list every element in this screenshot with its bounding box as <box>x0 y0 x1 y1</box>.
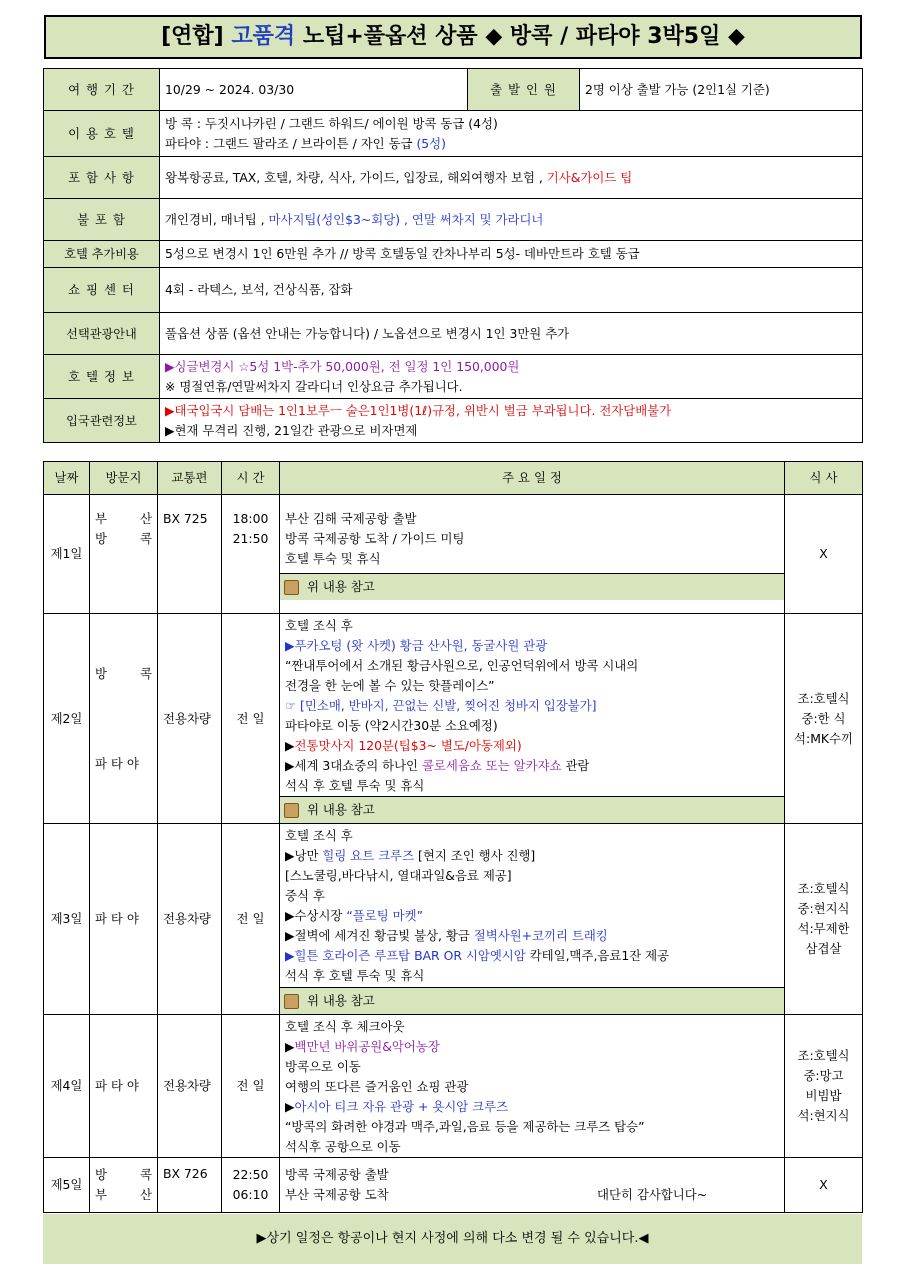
day4-label: 제4일 <box>44 1015 90 1158</box>
day5-transport: BX 726 <box>158 1158 222 1213</box>
day4-place: 파 타 야 <box>90 1015 158 1158</box>
include-tip: 기사&가이드 팁 <box>546 169 633 185</box>
depart-label: 출 발 인 원 <box>468 69 580 111</box>
hotelinfo-label: 호 텔 정 보 <box>44 355 160 399</box>
day1-meal: X <box>785 495 863 614</box>
option-label: 선택관광안내 <box>44 313 160 355</box>
exclude-extra: 마사지팁(성인$3~회당) , 연말 써차지 및 가라디너 <box>268 211 544 227</box>
day2-time: 전 일 <box>222 614 280 824</box>
option-value: 풀옵션 상품 (옵션 안내는 가능합니다) / 노옵션으로 변경시 1인 3만원 추가 <box>160 313 863 355</box>
day2-label: 제2일 <box>44 614 90 824</box>
day2-place: 방 콕 파 타 야 <box>90 614 158 824</box>
day4-transport: 전용차량 <box>158 1015 222 1158</box>
entry-line1: ▶태국입국시 담배는 1인1보루ㅡ 술은1인1병(1ℓ)규정, 위반시 벌금 부과됩니다. 전자담배불가 <box>165 402 672 418</box>
day1-main: 부산 김해 국제공항 출발 방콕 국제공항 도착 / 가이드 미팅 호텔 투숙 및 휴식 위 내용 참고 <box>280 495 785 614</box>
day3-transport: 전용차량 <box>158 824 222 1015</box>
day3-ref: 위 내용 참고 <box>280 987 784 1014</box>
hotelinfo-value <box>160 355 863 399</box>
header-main: 주 요 일 정 <box>280 462 785 495</box>
header-place: 방문지 <box>90 462 158 495</box>
period-label: 여 행 기 간 <box>44 69 160 111</box>
hotel-label: 이 용 호 텔 <box>44 111 160 157</box>
day1-label: 제1일 <box>44 495 90 614</box>
info-table <box>43 68 863 443</box>
entry-line2: ▶현재 무격리 진행, 21일간 관광으로 비자면제 <box>165 422 418 438</box>
period-value: 10/29 ~ 2024. 03/30 <box>160 69 468 111</box>
footer-note: ▶상기 일정은 항공이나 현지 사정에 의해 다소 변경 될 수 있습니다.◀ <box>43 1214 862 1264</box>
day3-row <box>44 824 863 1015</box>
day1-time: 18:00 21:50 <box>222 495 280 614</box>
hotel-value <box>160 111 863 157</box>
entry-value <box>160 399 863 443</box>
day3-meal: 조:호텔식 중:현지식 석:무제한 삼겹살 <box>785 824 863 1015</box>
day5-label: 제5일 <box>44 1158 90 1213</box>
day1-place: 부 산 방 콕 <box>90 495 158 614</box>
day2-main: 호텔 조식 후 ▶푸카오텅 (왓 사켓) 황금 산사원, 동굴사원 관광 “짠내투어에서 소개된 황금사원으로, 인공언덕위에서 방콕 시내의 전경을 한 눈에 볼 수 있는 핫플레이스” ☞ [민소매, 반바지, 끈없는 신발, 찢어진 청바지 입장불가] 파타야로 이동 (약2시간30분 소요예정) ▶전통맛사지 120분(팁$3~ 별도/아동제외) ▶세계 3대쇼중의 하나인 콜로세움쇼 또는 알카쟈쇼 관람 석식 후 호텔 투숙 및 휴식 위 내용 참고 <box>280 614 785 824</box>
day2-meal: 조:호텔식 중:한 식 석:MK수끼 <box>785 614 863 824</box>
book-icon <box>284 803 299 818</box>
day5-row <box>44 1158 863 1213</box>
header-time: 시 간 <box>222 462 280 495</box>
title-prefix: [연합] <box>161 24 224 49</box>
extra-value: 5성으로 변경시 1인 6만원 추가 // 방콕 호텔동일 칸차나부리 5성- 데바만트라 호텔 동급 <box>160 241 863 268</box>
hotel-grade: (5성) <box>416 135 446 151</box>
entry-label: 입국관련정보 <box>44 399 160 443</box>
day5-main: 방콕 국제공항 출발 부산 국제공항 도착 대단히 감사합니다~ <box>280 1158 785 1213</box>
thanks-text: 대단히 감사합니다~ <box>597 1187 708 1202</box>
day5-meal: X <box>785 1158 863 1213</box>
day3-place: 파 타 야 <box>90 824 158 1015</box>
title-highlight: 고품격 <box>231 24 296 49</box>
schedule-table <box>43 461 863 1213</box>
hotelinfo-line1: ▶싱글변경시 ☆5성 1박-추가 50,000원, 전 일정 1인 150,000원 <box>165 358 520 374</box>
book-icon <box>284 994 299 1009</box>
include-label: 포 함 사 항 <box>44 157 160 199</box>
header-meal: 식 사 <box>785 462 863 495</box>
header-transport: 교통편 <box>158 462 222 495</box>
hotel-line1: 방 콕 : 두짓시나카린 / 그랜드 하워드/ 에이원 방콕 동급 (4성) <box>165 115 498 131</box>
shop-value: 4회 - 라텍스, 보석, 건상식품, 잡화 <box>160 268 863 313</box>
day3-label: 제3일 <box>44 824 90 1015</box>
include-value: 왕복항공료, TAX, 호텔, 차량, 식사, 가이드, 입장료, 해외여행자 보험 , 기사&가이드 팁 <box>160 157 863 199</box>
day4-main: 호텔 조식 후 체크아웃 ▶백만년 바위공원&악어농장 방콕으로 이동 여행의 또다른 즐거움인 쇼핑 관광 ▶아시아 티크 자유 관광 + 욧시암 크루즈 “방콕의 화려한 야경과 맥주,과일,음료 등을 제공하는 크루즈 탑승” 석식후 공항으로 이동 <box>280 1015 785 1158</box>
title-rest: 노팁+풀옵션 상품 ◆ 방콕 / 파타야 3박5일 ◆ <box>302 24 745 49</box>
header-day: 날짜 <box>44 462 90 495</box>
book-icon <box>284 580 299 595</box>
hotel-line2: 파타야 : 그랜드 팔라조 / 브라이튼 / 자인 동급 (5성) <box>165 135 446 151</box>
shop-label: 쇼 핑 센 터 <box>44 268 160 313</box>
day1-ref: 위 내용 참고 <box>280 573 784 600</box>
day1-transport: BX 725 <box>158 495 222 614</box>
extra-label: 호텔 추가비용 <box>44 241 160 268</box>
exclude-label: 불 포 함 <box>44 199 160 241</box>
day5-time: 22:50 06:10 <box>222 1158 280 1213</box>
day2-ref: 위 내용 참고 <box>280 796 784 823</box>
day3-time: 전 일 <box>222 824 280 1015</box>
day2-row <box>44 614 863 824</box>
day4-time: 전 일 <box>222 1015 280 1158</box>
day3-main: 호텔 조식 후 ▶낭만 힐링 요트 크루즈 [현지 조인 행사 진행] [스노쿨링,바다낚시, 열대과일&음료 제공] 중식 후 ▶수상시장 “플로팅 마켓” ▶절벽에 세겨진 황금빛 불상, 황금 절벽사원+코끼리 트래킹 ▶힐튼 호라이즌 루프탑 BAR OR 시암옛시암 칵테일,맥주,음료1잔 제공 석식 후 호텔 투숙 및 휴식 위 내용 참고 <box>280 824 785 1015</box>
day2-transport: 전용차량 <box>158 614 222 824</box>
hotelinfo-line2: ※ 명절연휴/연말써차지 갈라디너 인상요금 추가됩니다. <box>165 378 463 394</box>
day1-row <box>44 495 863 614</box>
exclude-value: 개인경비, 매너팁 , 마사지팁(성인$3~회당) , 연말 써차지 및 가라디너 <box>160 199 863 241</box>
day4-meal: 조:호텔식 중:망고 비빔밥 석:현지식 <box>785 1015 863 1158</box>
day5-place: 방 콕 부 산 <box>90 1158 158 1213</box>
page-title <box>44 15 862 59</box>
depart-value: 2명 이상 출발 가능 (2인1실 기준) <box>580 69 863 111</box>
day4-row <box>44 1015 863 1158</box>
